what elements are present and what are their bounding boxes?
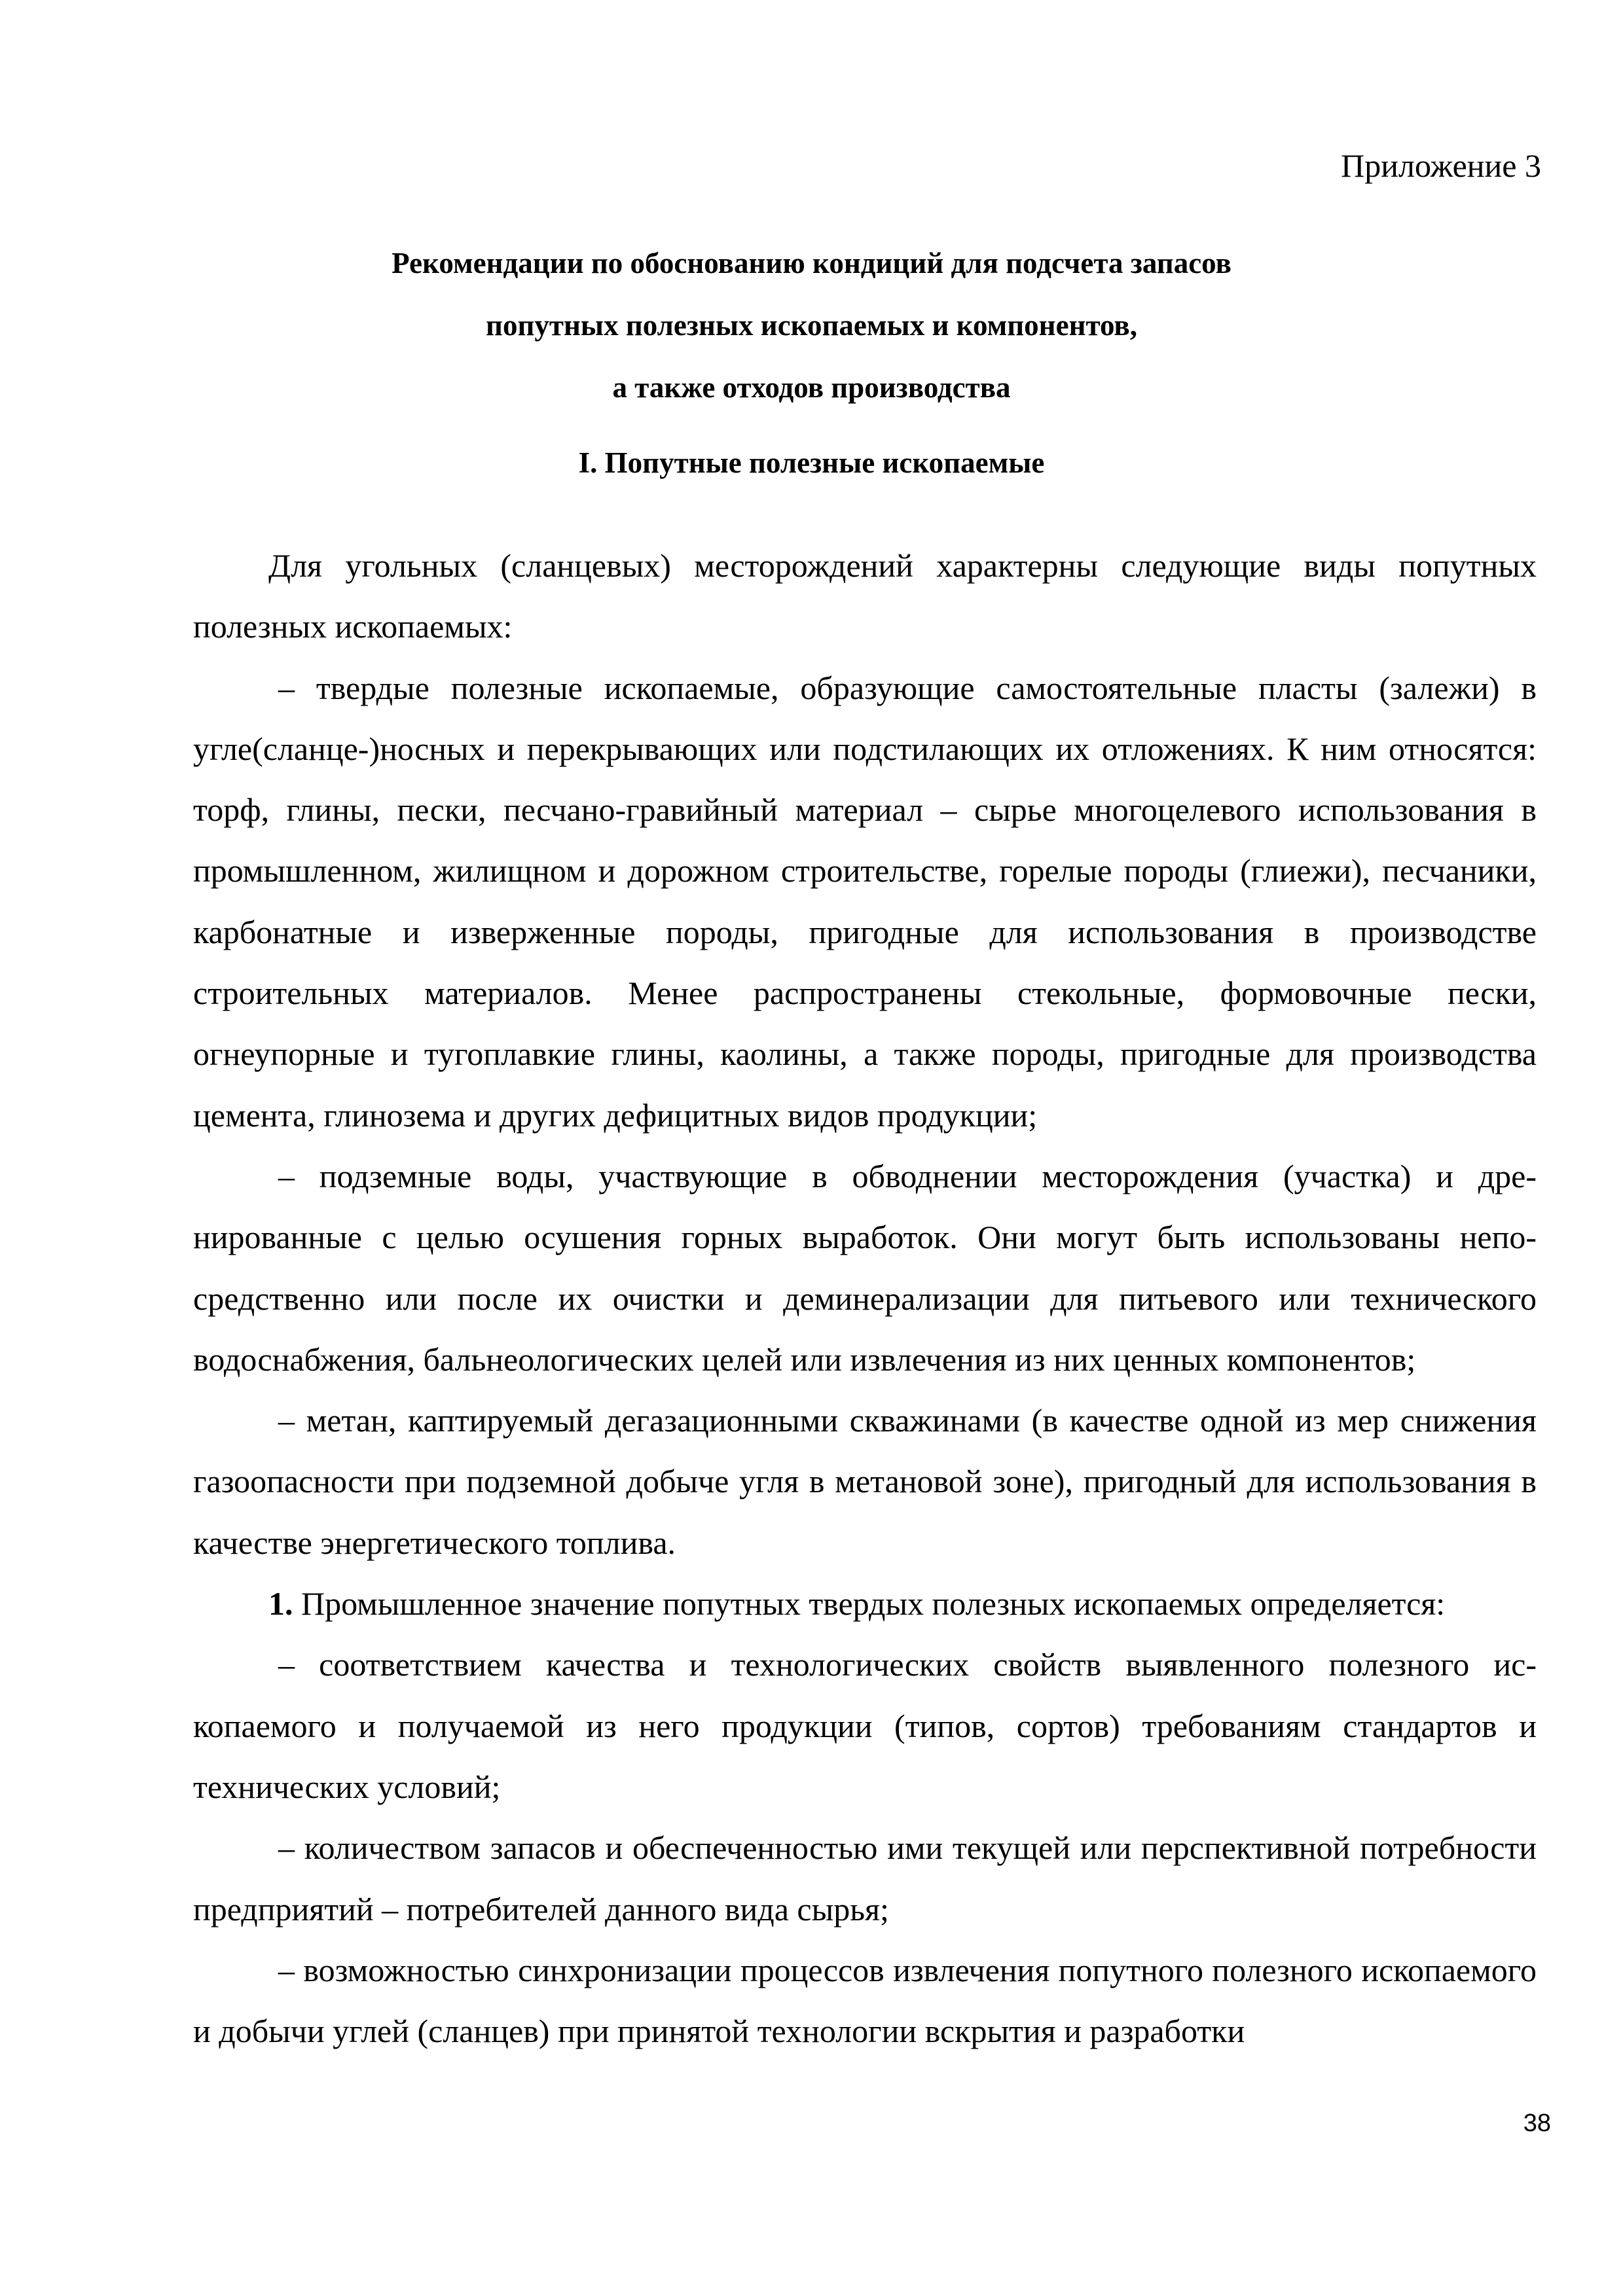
title-line-1: Рекомендации по обоснованию кондиций для подсчета запасов: [392, 247, 1231, 279]
paragraph-item-1: [193, 1573, 1537, 1634]
paragraph-bullet-methane: – метан, каптируемый дегазационными скважинами (в качестве одной из мер снижения газоопасности при подземной добыче угля в метановой зоне), пригодный для использования в качестве энергетического топлива.: [193, 1402, 1537, 1561]
title-line-3: а также отходов производства: [612, 371, 1011, 404]
item-1-text: Промышленное значение попутных твердых полезных ископаемых определяется:: [301, 1585, 1446, 1623]
page-number: 38: [1523, 2109, 1551, 2137]
appendix-label: Приложение 3: [1341, 147, 1541, 184]
paragraph-bullet-solid-minerals: – твердые полезные ископаемые, образующие самостоятельные пласты (залежи) в угле(сланце-)носных и перекрывающих или подстилающих их отложениях. К ним относятся: торф, глины, пески, песчано-гравийный материал – сырье многоцелевого использования в промышленном, жилищном и дорожном строительстве, горелые породы (глиежи), песчаники, карбонатные и изверженные породы, пригодные для использования в производстве строительных материалов. Менее распространены стекольные, формовочные пески, огнеупорные и тугоплавкие глины, каолины, а также породы, пригодные для производства цемента, глинозема и других дефицитных видов продукции;: [193, 669, 1537, 1134]
paragraph-intro: Для угольных (сланцевых) месторождений характерны следующие виды попутных полезных ископаемых:: [193, 547, 1537, 645]
body-text: [193, 535, 1537, 2062]
paragraph-bullet-quantity: – количеством запасов и обеспеченностью ими текущей или перспективной потребности предприятий – потребителей данного вида сырья;: [193, 1829, 1537, 1928]
paragraph-bullet-quality: – соответствием качества и технологических свойств выявленного полезного ископаемого и получаемой из него продукции (типов, сортов) требованиям стандартов и технических условий;: [193, 1646, 1537, 1805]
paragraph-bullet-synchronization: – возможностью синхронизации процессов извлечения попутного полезного ископаемого и добычи углей (сланцев) при принятой технологии вскрытия и разработки: [193, 1951, 1537, 2050]
section-heading: I. Попутные полезные ископаемые: [578, 446, 1045, 479]
title-line-2: попутных полезных ископаемых и компонентов,: [486, 309, 1137, 342]
document-title: [0, 232, 1623, 419]
paragraph-bullet-groundwater: – подземные воды, участвующие в обводнении месторождения (участка) и дренированные с целью осушения горных выработок. Они могут быть использованы непосредственно или после их очистки и деминерализации для питьевого или технического водоснабжения, бальнеологических целей или извлечения из них ценных компонентов;: [193, 1157, 1537, 1378]
item-number: 1.: [268, 1585, 293, 1623]
